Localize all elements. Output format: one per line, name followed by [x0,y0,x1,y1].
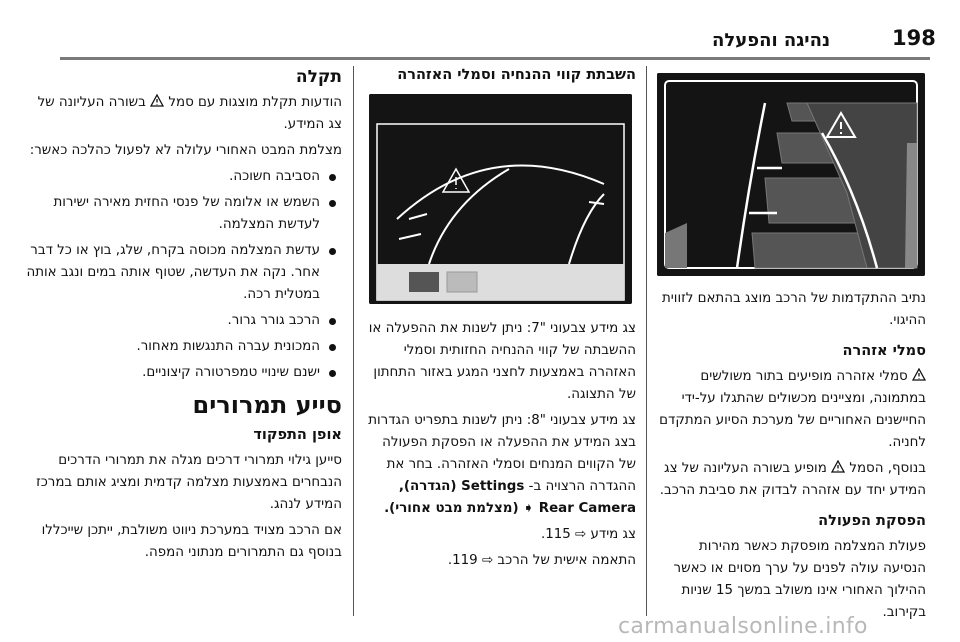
guideline-display-diagram [369,94,632,304]
subheading-function: אופן התפקוד [253,427,342,443]
paragraph: מצלמת המבט האחורי עלולה לא לפעול כהלכה כאשר: [29,143,342,158]
cross-reference: התאמה אישית של הרכב ⇨ 119. [447,553,636,568]
column-right-text [20,64,342,568]
column-middle-text [364,64,636,90]
paragraph: צג מידע צבעוני "7: ניתן לשנות את ההפעלה או ההשבתה של קווי ההנחיה החזותית וסמלי האזהרה באמצעות לחצני המגע באזור התחתון של התצוגה. [368,321,636,402]
section-title-disable-guidelines: השבתת קווי ההנחיה וסמלי האזהרה [397,67,636,83]
page-title: נהיגה והפעלה [712,30,831,51]
section-title-fault: תקלה [295,67,342,87]
paragraph: סייען גילוי תמרורי דרכים מגלה את תמרורי הדרכים הנבחרים באמצעות מצלמה קדמית ומציג אותם במרכז המידע לנהג. [36,453,342,512]
column-middle-body [364,318,636,576]
list-item: ישנם שינויי טמפרטורה קיצוניים. [20,362,342,384]
page-header [0,0,960,60]
warning-triangle-icon [150,94,164,107]
paragraph: צג מידע צבעוני "8: ניתן לשנות בתפריט הגדרות בצג המידע את ההפעלה או הפסקת הפעולה של הקווים המנחים וסמלי האזהרה. בחר את ההגדרה הרצויה ב- Settings (הגדרה), Rear Camera ➧ (מצלמת מבט אחורי). [368,413,636,516]
menu-path: Settings (הגדרה), Rear Camera ➧ [398,479,636,516]
list-item: עדשת המצלמה מכוסה בקרח, שלג, בוץ או כל דבר אחר. נקה את העדשה, שטוף אותה במים ונגב אותה במטלית רכה. [20,240,342,306]
paragraph: אם הרכב מצויד במערכת ניווט משולבת, ייתכן שייכללו בנוסף גם התמרורים מנתוני המפה. [41,523,342,560]
column-divider [353,66,354,616]
cross-reference: צג מידע ⇨ 115. [540,527,636,542]
column-divider [646,66,647,616]
section-heading-traffic-sign-assist: סייע תמרורים [192,391,342,419]
paragraph: פעולת המצלמה מופסקת כאשר מהירות הנסיעה עולה לפנים על ערך מסוים או כאשר ההילוך האחורי אינו משולב במשך 15 שניות בקירוב. [673,539,926,620]
page-number: 198 [892,26,936,50]
paragraph: הודעות תקלת מוצגות עם סמל בשורה העליונה של צג המידע. [37,95,342,132]
list-item: הרכב גורר גרור. [20,310,342,332]
column-left-text [658,288,926,628]
subheading-deactivation: הפסקת הפעולה [818,513,926,529]
warning-triangle-icon [912,368,926,381]
list-item: הסביבה חשוכה. [20,166,342,188]
condition-list [20,166,342,384]
paragraph: סמלי אזהרה מופיעים בתור משולשים במתמונה, ומציינים מכשולים שהתגלו על-ידי החיישנים האחוריים של מערכת הסיוע המתקדם לחניה. [659,369,926,450]
header-rule [60,57,930,60]
camera-view-image-with-warning [657,73,925,276]
warning-triangle-icon [831,460,845,473]
paragraph: נתיב ההתקדמות של הרכב מוצג בהתאם לזווית ההיגוי. [662,291,926,328]
list-item: השמש או אלומה של פנסי החזית מאירה ישירות לעדשת המצלמה. [20,192,342,236]
watermark: carmanualsonline.info [618,614,868,639]
list-item: המכונית עברה התנגשות מאחור. [20,336,342,358]
paragraph: בנוסף, הסמל מופיע בשורה העליונה של צג המידע יחד עם אזהרה לבדוק את סביבת הרכב. [659,461,926,498]
subheading-warning-symbols: סמלי אזהרה [842,343,926,359]
